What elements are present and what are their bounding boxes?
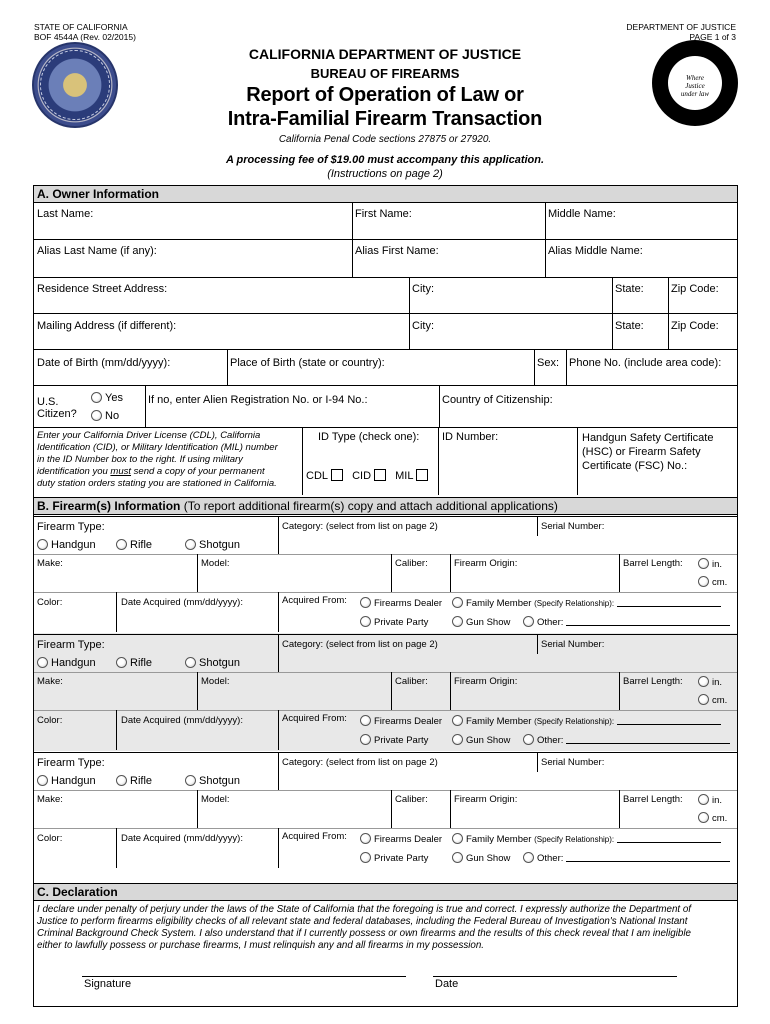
handgun-radio-icon[interactable] xyxy=(37,775,48,786)
alien-registration-field[interactable]: If no, enter Alien Registration No. or I-94 No.: xyxy=(148,394,368,406)
relationship-input[interactable] xyxy=(617,842,721,843)
date-label: Date xyxy=(435,978,459,990)
firearms-dealer-option[interactable]: Firearms Dealer xyxy=(360,833,442,845)
shotgun-option[interactable]: Shotgun xyxy=(185,539,240,551)
other-input[interactable] xyxy=(566,861,730,862)
dealer-radio-icon[interactable] xyxy=(360,715,371,726)
handgun-option[interactable]: Handgun xyxy=(37,657,96,669)
barrel-length-field[interactable]: Barrel Length: xyxy=(623,558,683,569)
mailing-zip-field[interactable]: Zip Code: xyxy=(671,320,719,332)
id-type-options: CDL CID MIL xyxy=(306,469,434,482)
handgun-option[interactable]: Handgun xyxy=(37,539,96,551)
firearm-origin-field[interactable]: Firearm Origin: xyxy=(454,558,518,569)
mailing-city-field[interactable]: City: xyxy=(412,320,434,332)
family-radio-icon[interactable] xyxy=(452,715,463,726)
no-radio-icon[interactable] xyxy=(91,410,102,421)
category-field[interactable]: Category: (select from list on page 2) xyxy=(282,521,438,532)
firearm-origin-field[interactable]: Firearm Origin: xyxy=(454,676,518,687)
shotgun-option[interactable]: Shotgun xyxy=(185,775,240,787)
serial-number-field[interactable]: Serial Number: xyxy=(541,521,605,532)
centimeters-radio-icon[interactable] xyxy=(698,694,709,705)
family-member-option[interactable]: Family Member (Specify Relationship): xyxy=(452,597,721,609)
firearm-type-label: Firearm Type: xyxy=(37,639,105,651)
form-title-line2: Intra-Familial Firearm Transaction xyxy=(227,108,543,130)
acquired-from-label: Acquired From: xyxy=(282,831,347,842)
family-member-option[interactable]: Family Member (Specify Relationship): xyxy=(452,715,721,727)
cid-checkbox[interactable] xyxy=(374,469,386,481)
centimeters-option[interactable]: cm. xyxy=(698,812,727,824)
firearm-origin-field[interactable]: Firearm Origin: xyxy=(454,794,518,805)
date-line[interactable] xyxy=(433,976,677,977)
centimeters-option[interactable]: cm. xyxy=(698,694,727,706)
id-number-field[interactable]: ID Number: xyxy=(442,431,499,443)
rifle-radio-icon[interactable] xyxy=(116,775,127,786)
pob-field[interactable]: Place of Birth (state or country): xyxy=(230,357,385,369)
mailing-state-field[interactable]: State: xyxy=(615,320,644,332)
shotgun-radio-icon[interactable] xyxy=(185,657,196,668)
color-field[interactable]: Color: xyxy=(37,715,63,726)
serial-number-field[interactable]: Serial Number: xyxy=(541,757,605,768)
firearm-type-label: Firearm Type: xyxy=(37,521,105,533)
residence-address-field[interactable]: Residence Street Address: xyxy=(37,283,168,295)
form-header-left xyxy=(34,22,136,42)
first-name-field[interactable]: First Name: xyxy=(355,208,412,220)
model-field[interactable]: Model: xyxy=(201,794,230,805)
other-radio-icon[interactable] xyxy=(523,616,534,627)
cdl-checkbox[interactable] xyxy=(331,469,343,481)
handgun-radio-icon[interactable] xyxy=(37,657,48,668)
gunshow-radio-icon[interactable] xyxy=(452,616,463,627)
mil-checkbox[interactable] xyxy=(416,469,428,481)
date-acquired-field[interactable]: Date Acquired (mm/dd/yyyy): xyxy=(121,833,243,844)
acquired-from-label: Acquired From: xyxy=(282,595,347,606)
handgun-radio-icon[interactable] xyxy=(37,539,48,550)
date-acquired-field[interactable]: Date Acquired (mm/dd/yyyy): xyxy=(121,715,243,726)
inches-radio-icon[interactable] xyxy=(698,794,709,805)
phone-field[interactable]: Phone No. (include area code): xyxy=(569,357,722,369)
private-party-option[interactable]: Private Party xyxy=(360,852,428,864)
category-field[interactable]: Category: (select from list on page 2) xyxy=(282,757,438,768)
acquired-from-label: Acquired From: xyxy=(282,713,347,724)
inches-option[interactable]: in. xyxy=(698,676,722,688)
citizen-yes-option[interactable]: Yes xyxy=(91,392,123,404)
date-acquired-field[interactable]: Date Acquired (mm/dd/yyyy): xyxy=(121,597,243,608)
gun-show-option[interactable]: Gun Show xyxy=(452,616,510,628)
rifle-option[interactable]: Rifle xyxy=(116,657,152,669)
yes-radio-icon[interactable] xyxy=(91,392,102,403)
shotgun-radio-icon[interactable] xyxy=(185,539,196,550)
handgun-option[interactable]: Handgun xyxy=(37,775,96,787)
form-number: BOF 4544A (Rev. 02/2015) xyxy=(34,32,136,42)
barrel-length-field[interactable]: Barrel Length: xyxy=(623,676,683,687)
color-field[interactable]: Color: xyxy=(37,833,63,844)
mailing-address-field[interactable]: Mailing Address (if different): xyxy=(37,320,177,332)
shotgun-radio-icon[interactable] xyxy=(185,775,196,786)
private-radio-icon[interactable] xyxy=(360,616,371,627)
inches-radio-icon[interactable] xyxy=(698,558,709,569)
other-option[interactable]: Other: xyxy=(523,616,730,628)
private-party-option[interactable]: Private Party xyxy=(360,616,428,628)
private-radio-icon[interactable] xyxy=(360,852,371,863)
page-number: PAGE 1 of 3 xyxy=(689,32,736,42)
declaration-text: I declare under penalty of perjury under the laws of the State of California that the foregoing is true and correct. I expressly authorize the Department of Justice to perform firearms eligibility checks of all relevant state and federal databases, including the Federal Bureau of Investigation's National Instant Criminal Background Check System. I also understand that if I currently possess or own firearms and the results of this check reveal that I am ineligible either to lawfully possess or purchase firearms, I must relinquish any and all firearms in my possession. xyxy=(37,904,692,951)
rifle-radio-icon[interactable] xyxy=(116,657,127,668)
color-field[interactable]: Color: xyxy=(37,597,63,608)
category-field[interactable]: Category: (select from list on page 2) xyxy=(282,639,438,650)
caliber-field[interactable]: Caliber: xyxy=(395,676,428,687)
serial-number-field[interactable]: Serial Number: xyxy=(541,639,605,650)
id-type-label: ID Type (check one): xyxy=(318,431,420,443)
make-field[interactable]: Make: xyxy=(37,558,63,569)
section-a-heading: A. Owner Information xyxy=(34,186,737,203)
alias-first-name-field[interactable]: Alias First Name: xyxy=(355,245,439,257)
signature-line[interactable] xyxy=(82,976,406,977)
department-label: DEPARTMENT OF JUSTICE xyxy=(626,22,736,32)
caliber-field[interactable]: Caliber: xyxy=(395,794,428,805)
dealer-radio-icon[interactable] xyxy=(360,597,371,608)
form-header-right xyxy=(626,22,736,42)
centimeters-radio-icon[interactable] xyxy=(698,576,709,587)
caliber-field[interactable]: Caliber: xyxy=(395,558,428,569)
inches-radio-icon[interactable] xyxy=(698,676,709,687)
us-citizen-label: U.S. Citizen? xyxy=(37,396,77,420)
other-input[interactable] xyxy=(566,743,730,744)
state-label: STATE OF CALIFORNIA xyxy=(34,22,128,32)
barrel-length-field[interactable]: Barrel Length: xyxy=(623,794,683,805)
model-field[interactable]: Model: xyxy=(201,676,230,687)
family-member-option[interactable]: Family Member (Specify Relationship): xyxy=(452,833,721,845)
signature-label: Signature xyxy=(84,978,132,990)
section-c-heading: C. Declaration xyxy=(34,883,737,901)
id-instructions: Enter your California Driver License (CDL), California Identification (CID), or Military Identification (MIL) number in the ID Number box to the right. If using military identification you must send a copy of your permanent duty station orders stating you are stationed in California. xyxy=(37,430,278,489)
firearm-type-label: Firearm Type: xyxy=(37,757,105,769)
other-option[interactable]: Other: xyxy=(523,852,730,864)
model-field[interactable]: Model: xyxy=(201,558,230,569)
alias-middle-name-field[interactable]: Alias Middle Name: xyxy=(548,245,643,257)
gunshow-radio-icon[interactable] xyxy=(452,852,463,863)
other-input[interactable] xyxy=(566,625,730,626)
gun-show-option[interactable]: Gun Show xyxy=(452,734,510,746)
gun-show-option[interactable]: Gun Show xyxy=(452,852,510,864)
private-radio-icon[interactable] xyxy=(360,734,371,745)
other-option[interactable]: Other: xyxy=(523,734,730,746)
firearms-dealer-option[interactable]: Firearms Dealer xyxy=(360,715,442,727)
form-body xyxy=(33,185,738,1007)
fee-note: A processing fee of $19.00 must accompany this application. xyxy=(225,154,545,166)
form-title-line1: Report of Operation of Law or xyxy=(246,84,524,106)
rifle-radio-icon[interactable] xyxy=(116,539,127,550)
make-field[interactable]: Make: xyxy=(37,676,63,687)
other-radio-icon[interactable] xyxy=(523,734,534,745)
dob-field[interactable]: Date of Birth (mm/dd/yyyy): xyxy=(37,357,171,369)
bureau-title: BUREAU OF FIREARMS xyxy=(310,66,460,81)
instructions-note: (Instructions on page 2) xyxy=(327,168,443,180)
inches-option[interactable]: in. xyxy=(698,558,722,570)
hsc-fsc-number-field[interactable]: Handgun Safety Certificate (HSC) or Firearm Safety Certificate (FSC) No.: xyxy=(582,432,714,472)
family-radio-icon[interactable] xyxy=(452,597,463,608)
relationship-input[interactable] xyxy=(617,724,721,725)
centimeters-radio-icon[interactable] xyxy=(698,812,709,823)
dealer-radio-icon[interactable] xyxy=(360,833,371,844)
residence-city-field[interactable]: City: xyxy=(412,283,434,295)
rifle-option[interactable]: Rifle xyxy=(116,775,152,787)
firearms-dealer-option[interactable]: Firearms Dealer xyxy=(360,597,442,609)
penal-code-note: California Penal Code sections 27875 or 27920. xyxy=(278,134,492,145)
country-of-citizenship-field[interactable]: Country of Citizenship: xyxy=(442,394,553,406)
bureau-of-firearms-seal xyxy=(32,42,118,128)
citizen-no-option[interactable]: No xyxy=(91,410,119,422)
make-field[interactable]: Make: xyxy=(37,794,63,805)
gunshow-radio-icon[interactable] xyxy=(452,734,463,745)
residence-state-field[interactable]: State: xyxy=(615,283,644,295)
agency-title: CALIFORNIA DEPARTMENT OF JUSTICE xyxy=(248,46,522,62)
centimeters-option[interactable]: cm. xyxy=(698,576,727,588)
alias-last-name-field[interactable]: Alias Last Name (if any): xyxy=(37,245,157,257)
rifle-option[interactable]: Rifle xyxy=(116,539,152,551)
residence-zip-field[interactable]: Zip Code: xyxy=(671,283,719,295)
private-party-option[interactable]: Private Party xyxy=(360,734,428,746)
last-name-field[interactable]: Last Name: xyxy=(37,208,94,220)
relationship-input[interactable] xyxy=(617,606,721,607)
inches-option[interactable]: in. xyxy=(698,794,722,806)
family-radio-icon[interactable] xyxy=(452,833,463,844)
section-b-heading: B. Firearm(s) Information (To report additional firearm(s) copy and attach additional applications) xyxy=(34,497,737,515)
middle-name-field[interactable]: Middle Name: xyxy=(548,208,616,220)
sex-field[interactable]: Sex: xyxy=(537,357,560,369)
shotgun-option[interactable]: Shotgun xyxy=(185,657,240,669)
other-radio-icon[interactable] xyxy=(523,852,534,863)
attorney-general-seal: Where Justice under law xyxy=(652,40,738,126)
